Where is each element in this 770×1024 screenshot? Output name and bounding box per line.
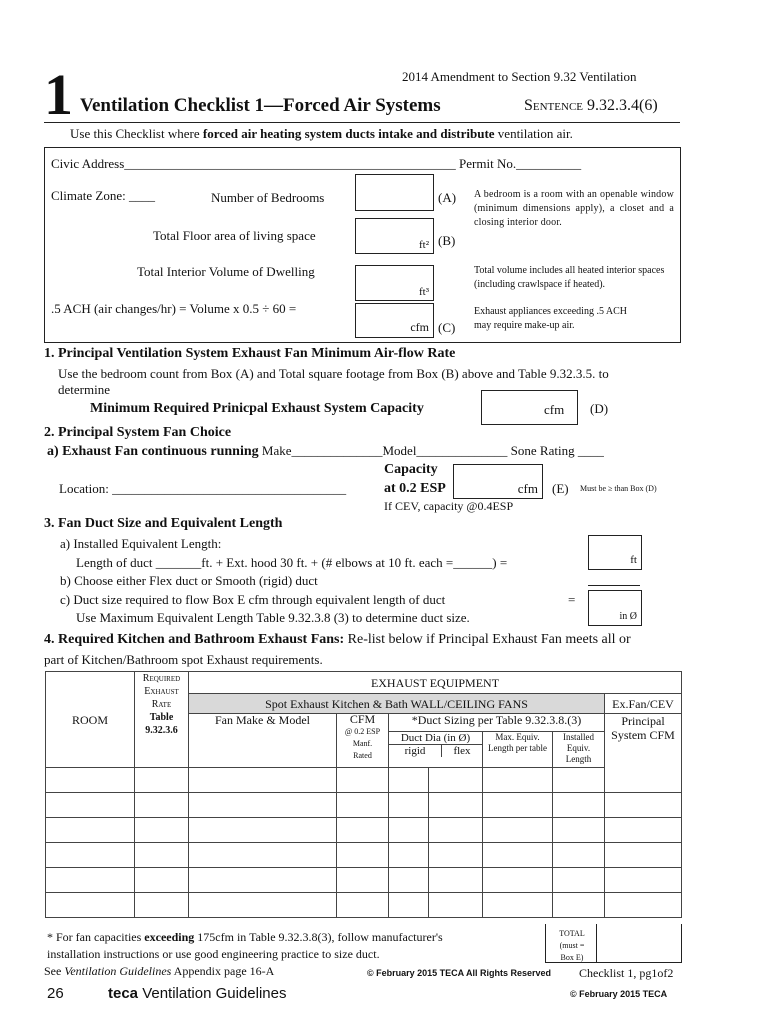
length-result-box[interactable] <box>588 535 642 570</box>
table-row[interactable] <box>46 793 682 818</box>
box-e-unit: cfm <box>517 481 538 496</box>
header-rule <box>44 122 680 123</box>
max-equiv-header: Max. Equiv. Length per table <box>483 732 553 768</box>
duct-size-unit: in Ø <box>619 611 637 622</box>
section2-capacity-2: at 0.2 ESP <box>384 481 446 496</box>
note-volume: Total volume includes all heated interior spaces (including crawlspace if heated). <box>474 265 665 290</box>
cfm-header: CFM @ 0.2 ESP Manf. Rated <box>337 714 389 768</box>
table-row[interactable] <box>46 843 682 868</box>
box-a-input[interactable] <box>355 174 434 211</box>
page-number: 26 <box>47 985 64 1002</box>
copyright-footer: © February 2015 TECA <box>570 989 668 999</box>
section3-a: a) Installed Equivalent Length: <box>60 536 222 551</box>
bedrooms-label: Number of Bedrooms <box>211 190 325 205</box>
civic-address-line[interactable]: Civic Address___________________________________________________ Permit No.__________ <box>51 156 582 171</box>
section1-capacity-label: Minimum Required Prinicpal Exhaust System Capacity <box>90 401 424 416</box>
amendment-text: 2014 Amendment to Section 9.32 Ventilation <box>402 69 637 84</box>
box-volume-input[interactable] <box>355 265 434 301</box>
section4-heading-2: part of Kitchen/Bathroom spot Exhaust requirements. <box>44 652 323 667</box>
section3-use: Use Maximum Equivalent Length Table 9.32.3.8 (3) to determine duct size. <box>76 610 470 625</box>
box-e-input[interactable] <box>453 464 543 499</box>
brand-title: teca Ventilation Guidelines <box>108 985 287 1002</box>
section3-c: c) Duct size required to flow Box E cfm through equivalent length of duct <box>60 592 446 607</box>
exfan-header: Ex.Fan/CEV <box>605 694 682 714</box>
see-appendix: See Ventilation Guidelines Appendix page 16-A <box>44 964 275 978</box>
table-row[interactable] <box>46 868 682 893</box>
duct-size-box[interactable] <box>588 590 642 626</box>
brand-logo: teca <box>108 985 139 1002</box>
note-exhaust: Exhaust appliances exceeding .5 ACH may require make-up air. <box>474 306 628 331</box>
table-row[interactable] <box>46 768 682 793</box>
choice-line[interactable] <box>588 585 640 586</box>
length-unit: ft <box>630 554 637 566</box>
copyright-notice: © February 2015 TECA All Rights Reserved <box>367 968 552 978</box>
volume-label: Total Interior Volume of Dwelling <box>137 264 315 279</box>
section3-equals: = <box>568 592 576 607</box>
box-c-unit: cfm <box>410 320 429 334</box>
section2-heading: 2. Principal System Fan Choice <box>44 425 232 440</box>
box-b-label: (B) <box>438 233 456 248</box>
section1-text-1: Use the bedroom count from Box (A) and Total square footage from Box (B) above and Table 9.32.3.5. to <box>58 366 609 381</box>
exhaust-equipment-header: EXHAUST EQUIPMENT <box>189 672 682 694</box>
footnote-1: * For fan capacities exceeding 175cfm in Table 9.32.3.8(3), follow manufacturer's <box>47 930 443 944</box>
must-be-note: Must be ≥ than Box (D) <box>580 484 657 493</box>
rigid-header: rigid <box>389 745 442 757</box>
box-volume-unit: ft³ <box>418 286 429 298</box>
checklist-number: 1 <box>44 62 73 127</box>
flex-header: flex <box>453 745 471 757</box>
principal-cfm-header: Principal System CFM <box>605 714 682 793</box>
footnote-2: installation instructions or use good engineering practice to size duct. <box>47 947 380 961</box>
table-row[interactable] <box>46 893 682 918</box>
box-e-label: (E) <box>552 481 569 496</box>
total-label: TOTAL (must = Box E) <box>559 929 585 962</box>
intro-text: Use this Checklist where forced air heating system ducts intake and distribute ventilation air. <box>70 126 573 141</box>
box-d-unit: cfm <box>544 402 565 417</box>
box-d-input[interactable] <box>481 390 578 425</box>
section1-text-2: determine <box>58 382 110 397</box>
make-model-header: Fan Make & Model <box>189 714 337 768</box>
section2-capacity-1: Capacity <box>384 462 438 477</box>
climate-zone-field[interactable]: Climate Zone: ____ <box>51 188 155 203</box>
section3-b: b) Choose either Flex duct or Smooth (rigid) duct <box>60 573 318 588</box>
exhaust-table <box>45 671 682 918</box>
section3-heading: 3. Fan Duct Size and Equivalent Length <box>44 516 283 531</box>
cev-note: If CEV, capacity @0.4ESP <box>384 499 514 513</box>
checklist-page: Checklist 1, pg1of2 <box>579 966 674 980</box>
box-b-unit: ft² <box>418 239 429 251</box>
installed-equiv-header: Installed Equiv. Length <box>553 732 605 768</box>
section2-location[interactable]: Location: ____________________________________ <box>59 481 347 496</box>
required-rate-header: Required Exhaust Rate Table 9.32.3.6 <box>135 672 189 768</box>
room-header: ROOM <box>46 672 135 768</box>
spot-exhaust-header: Spot Exhaust Kitchen & Bath WALL/CEILING FANS <box>189 694 605 714</box>
total-input[interactable] <box>596 924 682 963</box>
ach-formula: .5 ACH (air changes/hr) = Volume x 0.5 ÷ 60 = <box>51 301 297 316</box>
note-bedroom: A bedroom is a room with an openable window (minimum dimensions apply), a closet and a closing interior door. <box>474 189 674 228</box>
section4-heading: 4. Required Kitchen and Bathroom Exhaust Fans: Re-list below if Principal Exhaust Fan meets all or <box>44 632 631 647</box>
box-c-input[interactable] <box>355 303 434 338</box>
page-title: Ventilation Checklist 1—Forced Air Systems <box>80 95 441 116</box>
box-a-label: (A) <box>438 190 457 205</box>
table-row[interactable] <box>46 818 682 843</box>
box-b-input[interactable] <box>355 218 434 254</box>
sentence-ref: Sentence 9.32.3.4(6) <box>524 97 658 114</box>
box-d-label: (D) <box>590 401 609 416</box>
box-c-label: (C) <box>438 320 456 335</box>
duct-dia-header: Duct Dia (in Ø) rigid flex <box>389 732 483 768</box>
floor-area-label: Total Floor area of living space <box>153 228 316 243</box>
duct-sizing-header: *Duct Sizing per Table 9.32.3.8.(3) <box>389 714 605 732</box>
section2-line-a: a) Exhaust Fan continuous running Make______________Model______________ Sone Rating ____ <box>47 443 604 459</box>
section3-length[interactable]: Length of duct _______ft. + Ext. hood 30 ft. + (# elbows at 10 ft. each =______) = <box>76 555 508 570</box>
section1-heading: 1. Principal Ventilation System Exhaust Fan Minimum Air-flow Rate <box>44 346 456 361</box>
